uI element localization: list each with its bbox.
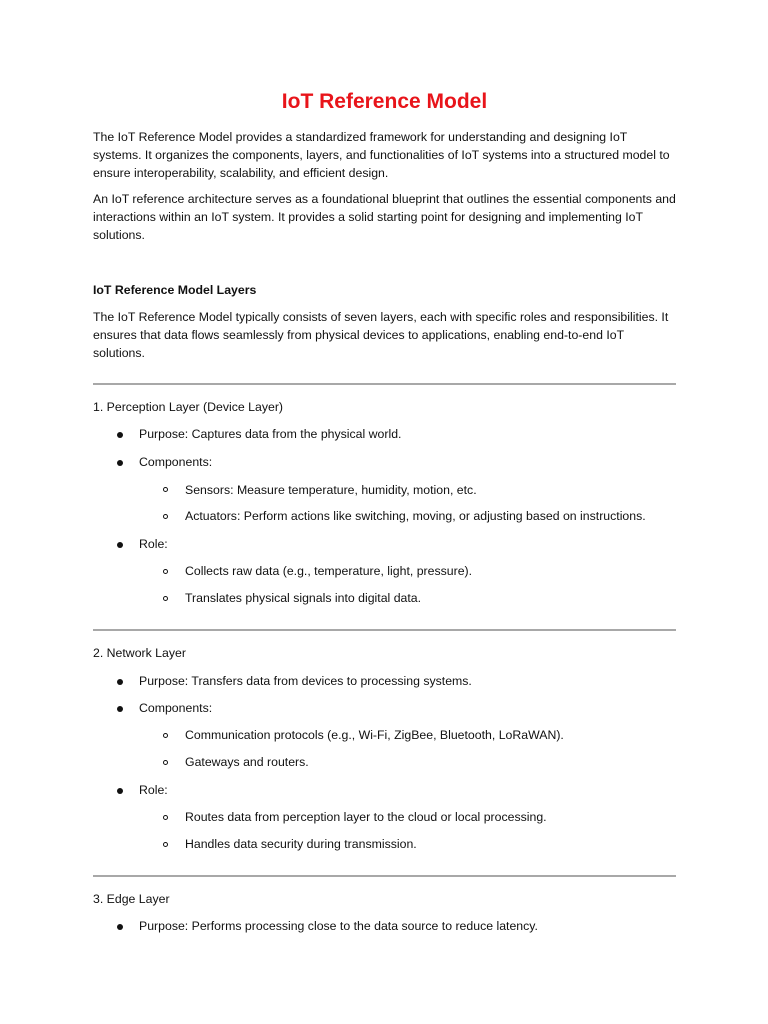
bullet-icon <box>117 460 123 466</box>
bullet-icon <box>117 924 123 930</box>
sub-bullet-icon <box>163 815 168 820</box>
layer-divider <box>93 875 676 877</box>
sub-bullet-icon <box>163 842 168 847</box>
bullet-icon <box>117 679 123 685</box>
component-item: Actuators: Perform actions like switching, moving, or adjusting based on instructions. <box>185 509 646 523</box>
layer-title: 3. Edge Layer <box>93 892 170 906</box>
layer-purpose: Purpose: Performs processing close to the data source to reduce latency. <box>139 919 538 933</box>
sub-bullet-icon <box>163 514 168 519</box>
role-label: Role: <box>139 783 168 797</box>
section-heading: IoT Reference Model Layers <box>93 283 257 297</box>
document-title: IoT Reference Model <box>281 90 488 113</box>
layer-purpose: Purpose: Transfers data from devices to processing systems. <box>139 674 472 688</box>
sub-bullet-icon <box>163 733 168 738</box>
intro-paragraph-2: An IoT reference architecture serves as a foundational blueprint that outlines the essential components and interactions within an IoT system. It provides a solid starting point for designing and implementing IoT solutions. <box>93 192 676 242</box>
sub-bullet-icon <box>163 596 168 601</box>
layer-purpose: Purpose: Captures data from the physical world. <box>139 427 402 441</box>
bullet-icon <box>117 788 123 794</box>
components-label: Components: <box>139 455 213 469</box>
section-description: The IoT Reference Model typically consists of seven layers, each with specific roles and responsibilities. It ensures that data flows seamlessly from physical devices to applications, enabling end-to-end IoT solutions. <box>93 310 669 360</box>
layer-title: 2. Network Layer <box>93 646 186 660</box>
bullet-icon <box>117 542 123 548</box>
layer-divider <box>93 629 676 631</box>
role-item: Translates physical signals into digital data. <box>185 591 422 605</box>
sub-bullet-icon <box>163 487 168 492</box>
layer-title: 1. Perception Layer (Device Layer) <box>93 400 284 414</box>
sub-bullet-icon <box>163 569 168 574</box>
components-label: Components: <box>139 701 213 715</box>
role-item: Routes data from perception layer to the cloud or local processing. <box>185 810 547 824</box>
component-item: Gateways and routers. <box>185 755 309 769</box>
role-item: Handles data security during transmission. <box>185 837 417 851</box>
bullet-icon <box>117 706 123 712</box>
bullet-icon <box>117 432 123 438</box>
role-label: Role: <box>139 537 168 551</box>
intro-paragraph-1: The IoT Reference Model provides a standardized framework for understanding and designing IoT systems. It organizes the components, layers, and functionalities of IoT systems into a structured model to ensure interoperability, scalability, and efficient design. <box>93 130 670 180</box>
sub-bullet-icon <box>163 760 168 765</box>
component-item: Communication protocols (e.g., Wi-Fi, ZigBee, Bluetooth, LoRaWAN). <box>185 728 564 742</box>
component-item: Sensors: Measure temperature, humidity, motion, etc. <box>185 483 477 497</box>
section-divider <box>93 383 676 385</box>
role-item: Collects raw data (e.g., temperature, light, pressure). <box>185 564 473 578</box>
